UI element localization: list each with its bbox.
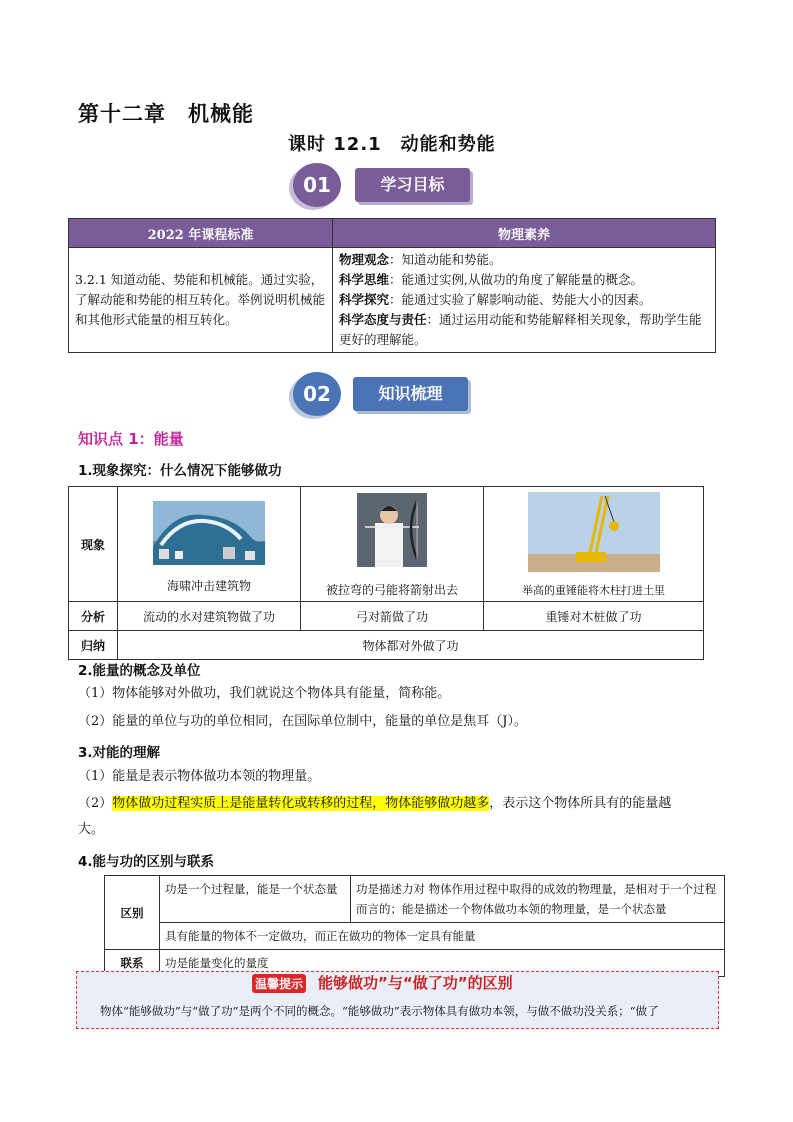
section-badge-number: 01 bbox=[293, 163, 341, 207]
highlight-text: 物体做功过程实质上是能量转化或转移的过程，物体能够做功越多 bbox=[112, 796, 490, 811]
label-difference: 区别 bbox=[105, 876, 160, 950]
section-badge-number: 02 bbox=[293, 372, 341, 416]
row-label-phenomenon: 现象 bbox=[69, 487, 118, 602]
section-badge-label: 学习目标 bbox=[355, 168, 470, 202]
difference-cell: 功是描述力对 物体作用过程中取得的成效的物理量，是相对于一个过程而言的；能是描述一个物体做功本领的物理量，是一个状态量 bbox=[351, 876, 725, 923]
analysis-cell: 流动的水对建筑物做了功 bbox=[118, 602, 301, 631]
tip-tag: 温馨提示 bbox=[252, 974, 306, 993]
tsunami-image bbox=[153, 501, 265, 565]
lesson-title: 课时 12.1 动能和势能 bbox=[288, 134, 496, 155]
paragraph: （1）能量是表示物体做功本领的物理量。 bbox=[78, 769, 321, 784]
summary-cell: 物体都对外做了功 bbox=[118, 631, 704, 660]
pile-driver-image bbox=[528, 492, 660, 572]
paragraph-continued: 大。 bbox=[78, 822, 105, 837]
heading-energy-understanding: 3.对能的理解 bbox=[78, 745, 161, 761]
phenomenon-cell bbox=[118, 487, 301, 602]
archer-image bbox=[357, 493, 427, 567]
caption-pile-driver: 举高的重锤能将木柱打进土里 bbox=[522, 584, 665, 597]
goals-col-literacy: 物理素养 bbox=[333, 219, 716, 248]
row-label-analysis: 分析 bbox=[69, 602, 118, 631]
row-label-summary: 归纳 bbox=[69, 631, 118, 660]
heading-energy-vs-work: 4.能与功的区别与联系 bbox=[78, 854, 215, 870]
knowledge-point-title: 知识点 1：能量 bbox=[78, 430, 184, 448]
caption-tsunami: 海啸冲击建筑物 bbox=[166, 578, 251, 593]
analysis-cell: 弓对箭做了功 bbox=[301, 602, 484, 631]
link-cell: 功是能量变化的量度 bbox=[160, 950, 725, 977]
tip-text: 物体“能够做功”与“做了功”是两个不同的概念。“能够做功”表示物体具有做功本领，与做不做功没关系；“做了 bbox=[100, 1004, 659, 1018]
literacy-item: 物理观念：知道动能和势能。 bbox=[339, 252, 502, 267]
label-link: 联系 bbox=[105, 950, 160, 977]
heading-phenomenon: 1.现象探究：什么情况下能够做功 bbox=[78, 463, 282, 479]
paragraph-highlighted: （2）物体做功过程实质上是能量转化或转移的过程，物体能够做功越多，表示这个物体所具有的能量越 bbox=[78, 796, 672, 811]
chapter-title: 第十二章 机械能 bbox=[78, 102, 254, 126]
phenomenon-cell bbox=[301, 487, 484, 602]
phenomenon-cell bbox=[484, 487, 704, 602]
literacy-item: 科学态度与责任：通过运用动能和势能解释相关现象，帮助学生能更好的理解能。 bbox=[339, 312, 702, 347]
literacy-list bbox=[333, 248, 716, 353]
paragraph: （1）物体能够对外做功，我们就说这个物体具有能量，简称能。 bbox=[78, 686, 451, 701]
literacy-item: 科学思维：能通过实例,从做功的角度了解能量的概念。 bbox=[339, 272, 643, 287]
difference-note: 具有能量的物体不一定做功，而正在做功的物体一定具有能量 bbox=[160, 923, 725, 950]
tip-title: 能够做功”与“做了功”的区别 bbox=[318, 974, 513, 992]
phenomenon-table bbox=[68, 486, 704, 660]
section-badge-label: 知识梳理 bbox=[353, 377, 468, 411]
goals-col-standard: 2022 年课程标准 bbox=[69, 219, 333, 248]
heading-energy-concept: 2.能量的概念及单位 bbox=[78, 663, 201, 679]
literacy-item: 科学探究：能通过实验了解影响动能、势能大小的因素。 bbox=[339, 292, 652, 307]
curriculum-standard-text: 3.2.1 知道动能、势能和机械能。通过实验，了解动能和势能的相互转化。举例说明机械能和其他形式能量的相互转化。 bbox=[69, 248, 333, 353]
difference-cell: 功是一个过程量，能是一个状态量 bbox=[160, 876, 351, 923]
analysis-cell: 重锤对木桩做了功 bbox=[484, 602, 704, 631]
energy-work-table bbox=[104, 875, 725, 977]
learning-goals-table bbox=[68, 218, 716, 353]
caption-bow: 被拉弯的弓能将箭射出去 bbox=[325, 582, 458, 597]
paragraph: （2）能量的单位与功的单位相同，在国际单位制中，能量的单位是焦耳（J）。 bbox=[78, 714, 527, 729]
